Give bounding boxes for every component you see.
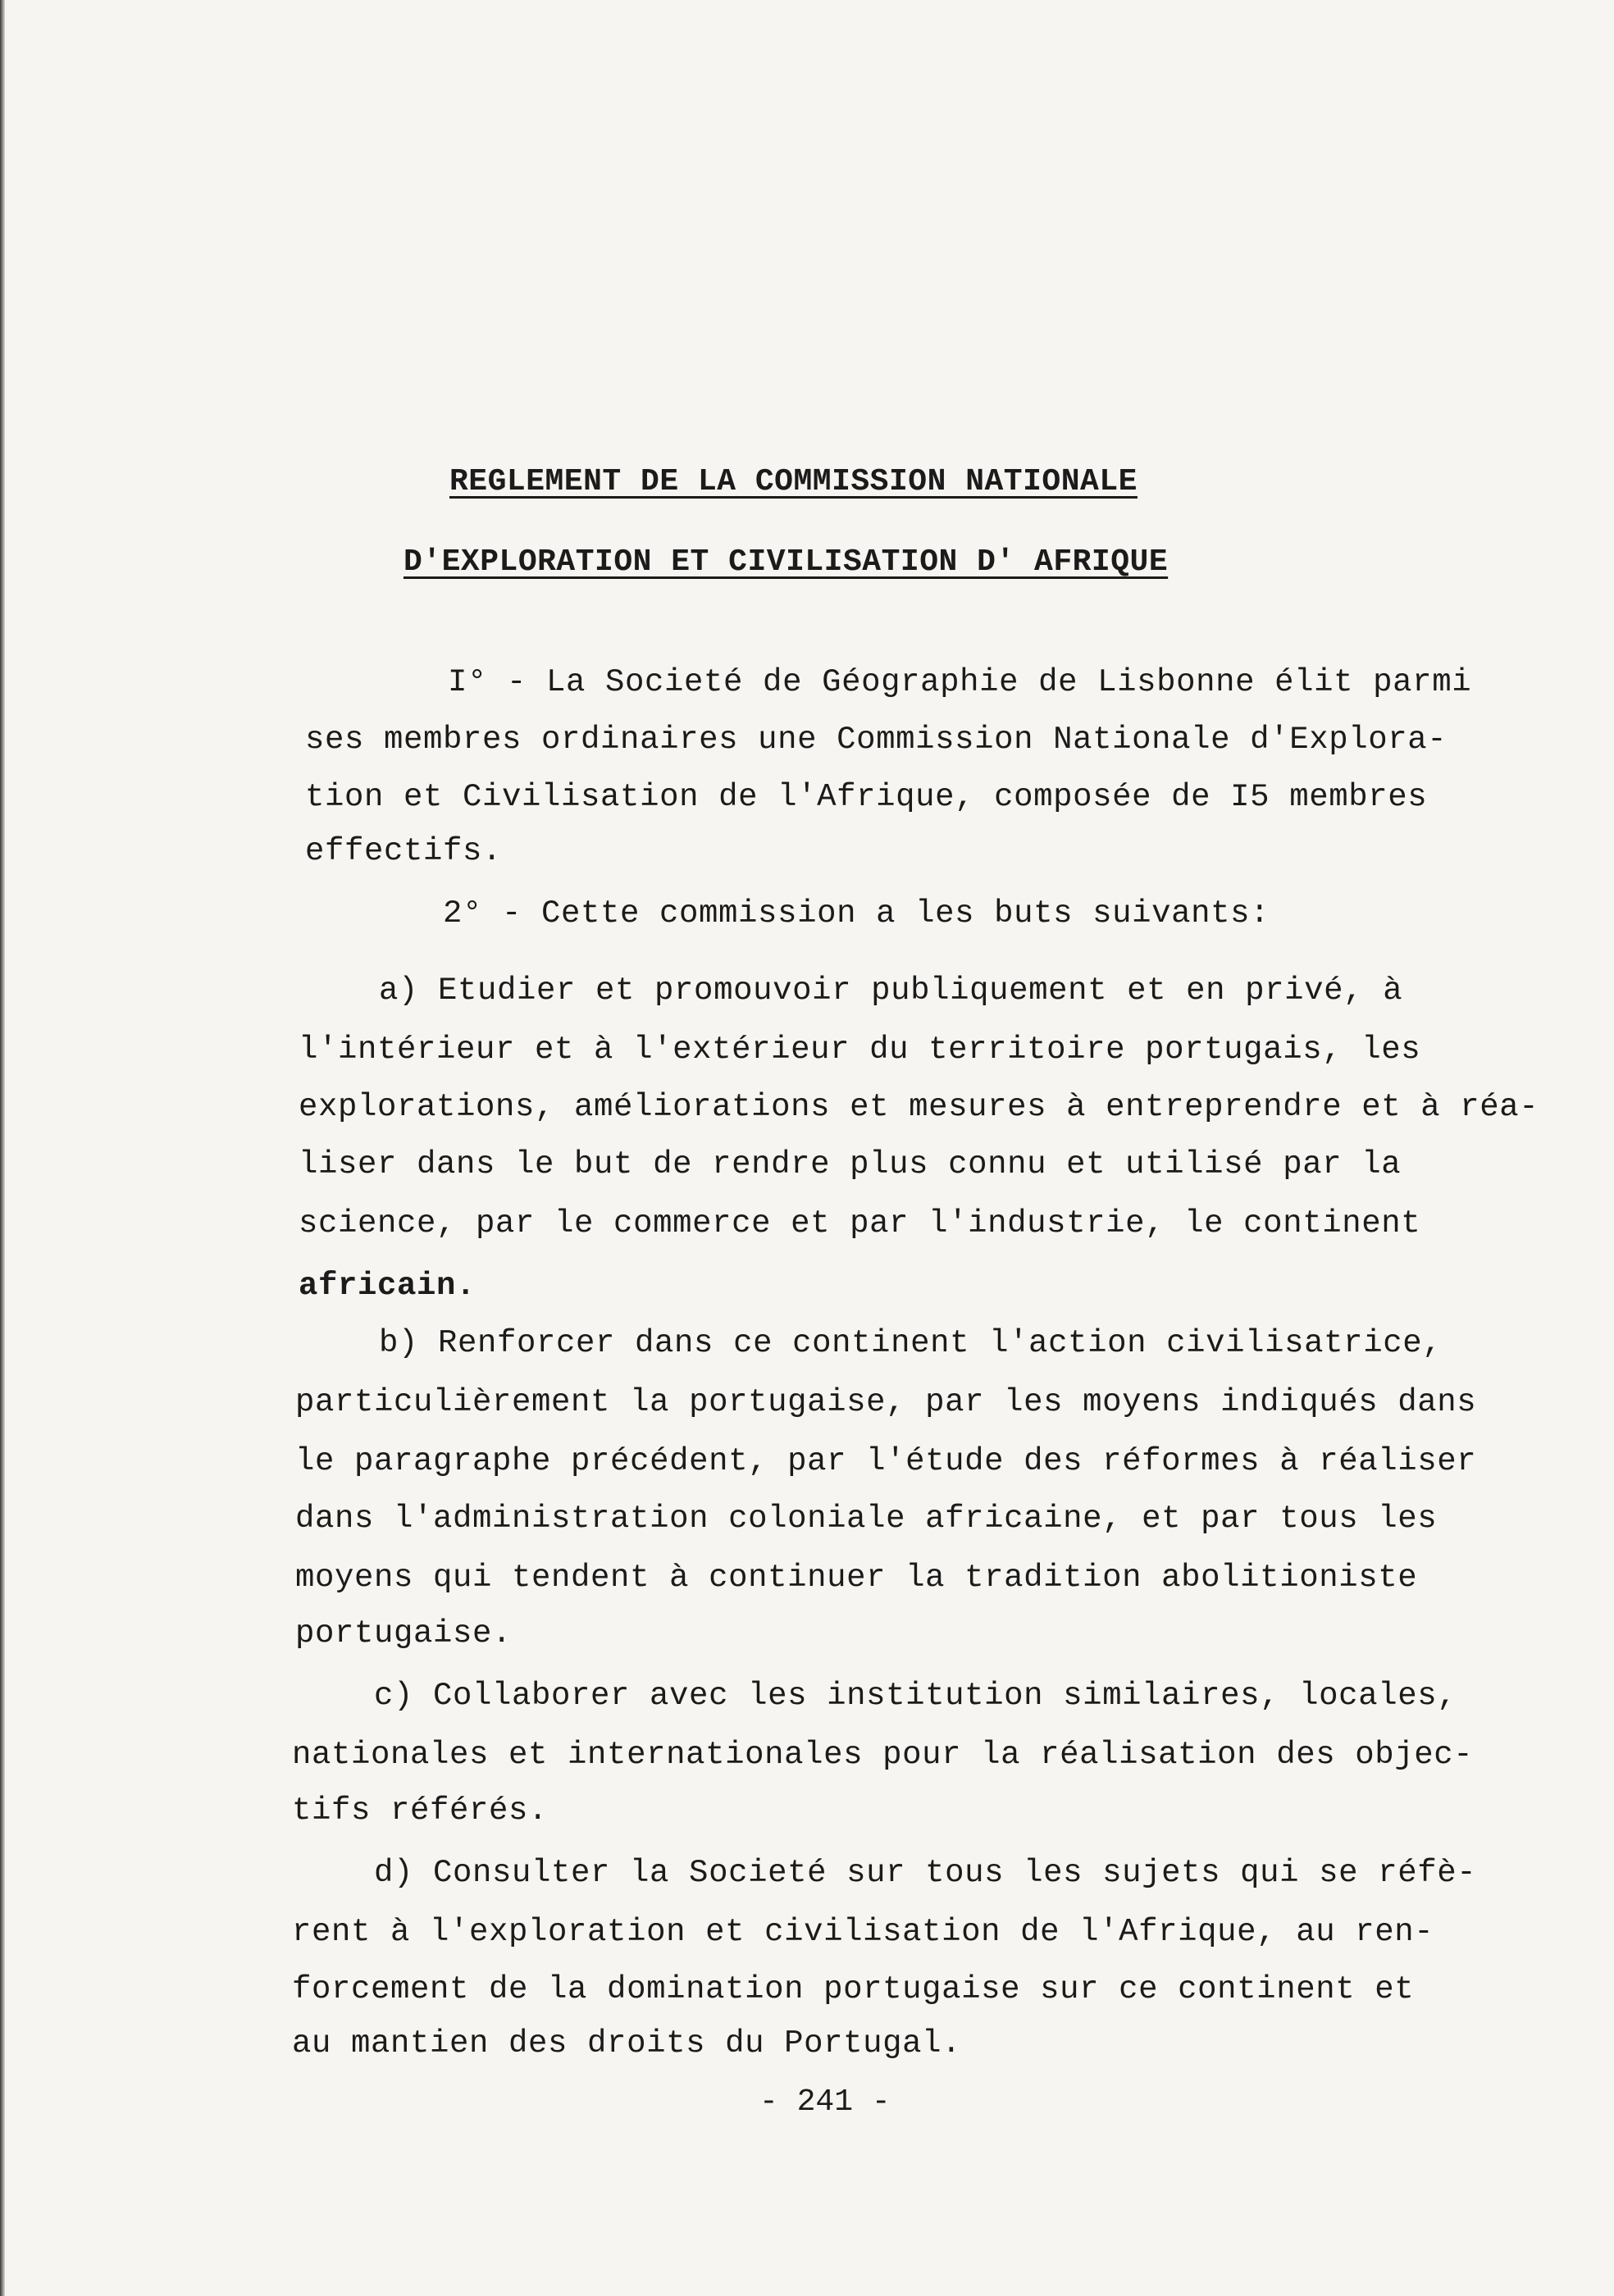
body-line: tifs référés. <box>292 1793 549 1829</box>
body-line: d) Consulter la Societé sur tous les sujets qui se réfè- <box>374 1855 1477 1891</box>
body-line: b) Renforcer dans ce continent l'action civilisatrice, <box>379 1325 1443 1361</box>
body-line: science, par le commerce et par l'industrie, le continent <box>299 1205 1421 1241</box>
body-line: le paragraphe précédent, par l'étude des réformes à réaliser <box>295 1443 1477 1479</box>
page-number: - 241 - <box>759 2084 891 2120</box>
body-line: ses membres ordinaires une Commission Nationale d'Explora- <box>305 722 1448 758</box>
body-line: portugaise. <box>295 1615 513 1651</box>
body-line: particulièrement la portugaise, par les moyens indiqués dans <box>295 1384 1477 1420</box>
body-line: liser dans le but de rendre plus connu et utilisé par la <box>299 1146 1402 1182</box>
body-line: tion et Civilisation de l'Afrique, composée de I5 membres <box>305 779 1428 815</box>
body-line: nationales et internationales pour la réalisation des objec- <box>292 1737 1474 1773</box>
scan-edge <box>0 0 5 2296</box>
body-line: moyens qui tendent à continuer la tradition abolitioniste <box>295 1560 1418 1596</box>
body-line: rent à l'exploration et civilisation de l'Afrique, au ren- <box>292 1914 1434 1950</box>
title-line-2: D'EXPLORATION ET CIVILISATION D' AFRIQUE <box>404 544 1169 580</box>
body-line: dans l'administration coloniale africaine, et par tous les <box>295 1501 1438 1537</box>
body-line: forcement de la domination portugaise sur ce continent et <box>292 1971 1415 2007</box>
title-line-1: REGLEMENT DE LA COMMISSION NATIONALE <box>449 464 1138 499</box>
body-line: au mantien des droits du Portugal. <box>292 2025 962 2061</box>
body-line: explorations, améliorations et mesures à entreprendre et à réa- <box>299 1089 1539 1125</box>
body-line: africain. <box>299 1268 476 1304</box>
body-line: a) Etudier et promouvoir publiquement et en privé, à <box>379 973 1403 1009</box>
body-line: 2° - Cette commission a les buts suivants: <box>443 895 1270 932</box>
body-line: l'intérieur et à l'extérieur du territoire portugais, les <box>299 1032 1421 1068</box>
body-line: effectifs. <box>305 833 503 869</box>
body-line: c) Collaborer avec les institution similaires, locales, <box>374 1678 1457 1714</box>
body-line: I° - La Societé de Géographie de Lisbonne élit parmi <box>448 664 1472 700</box>
